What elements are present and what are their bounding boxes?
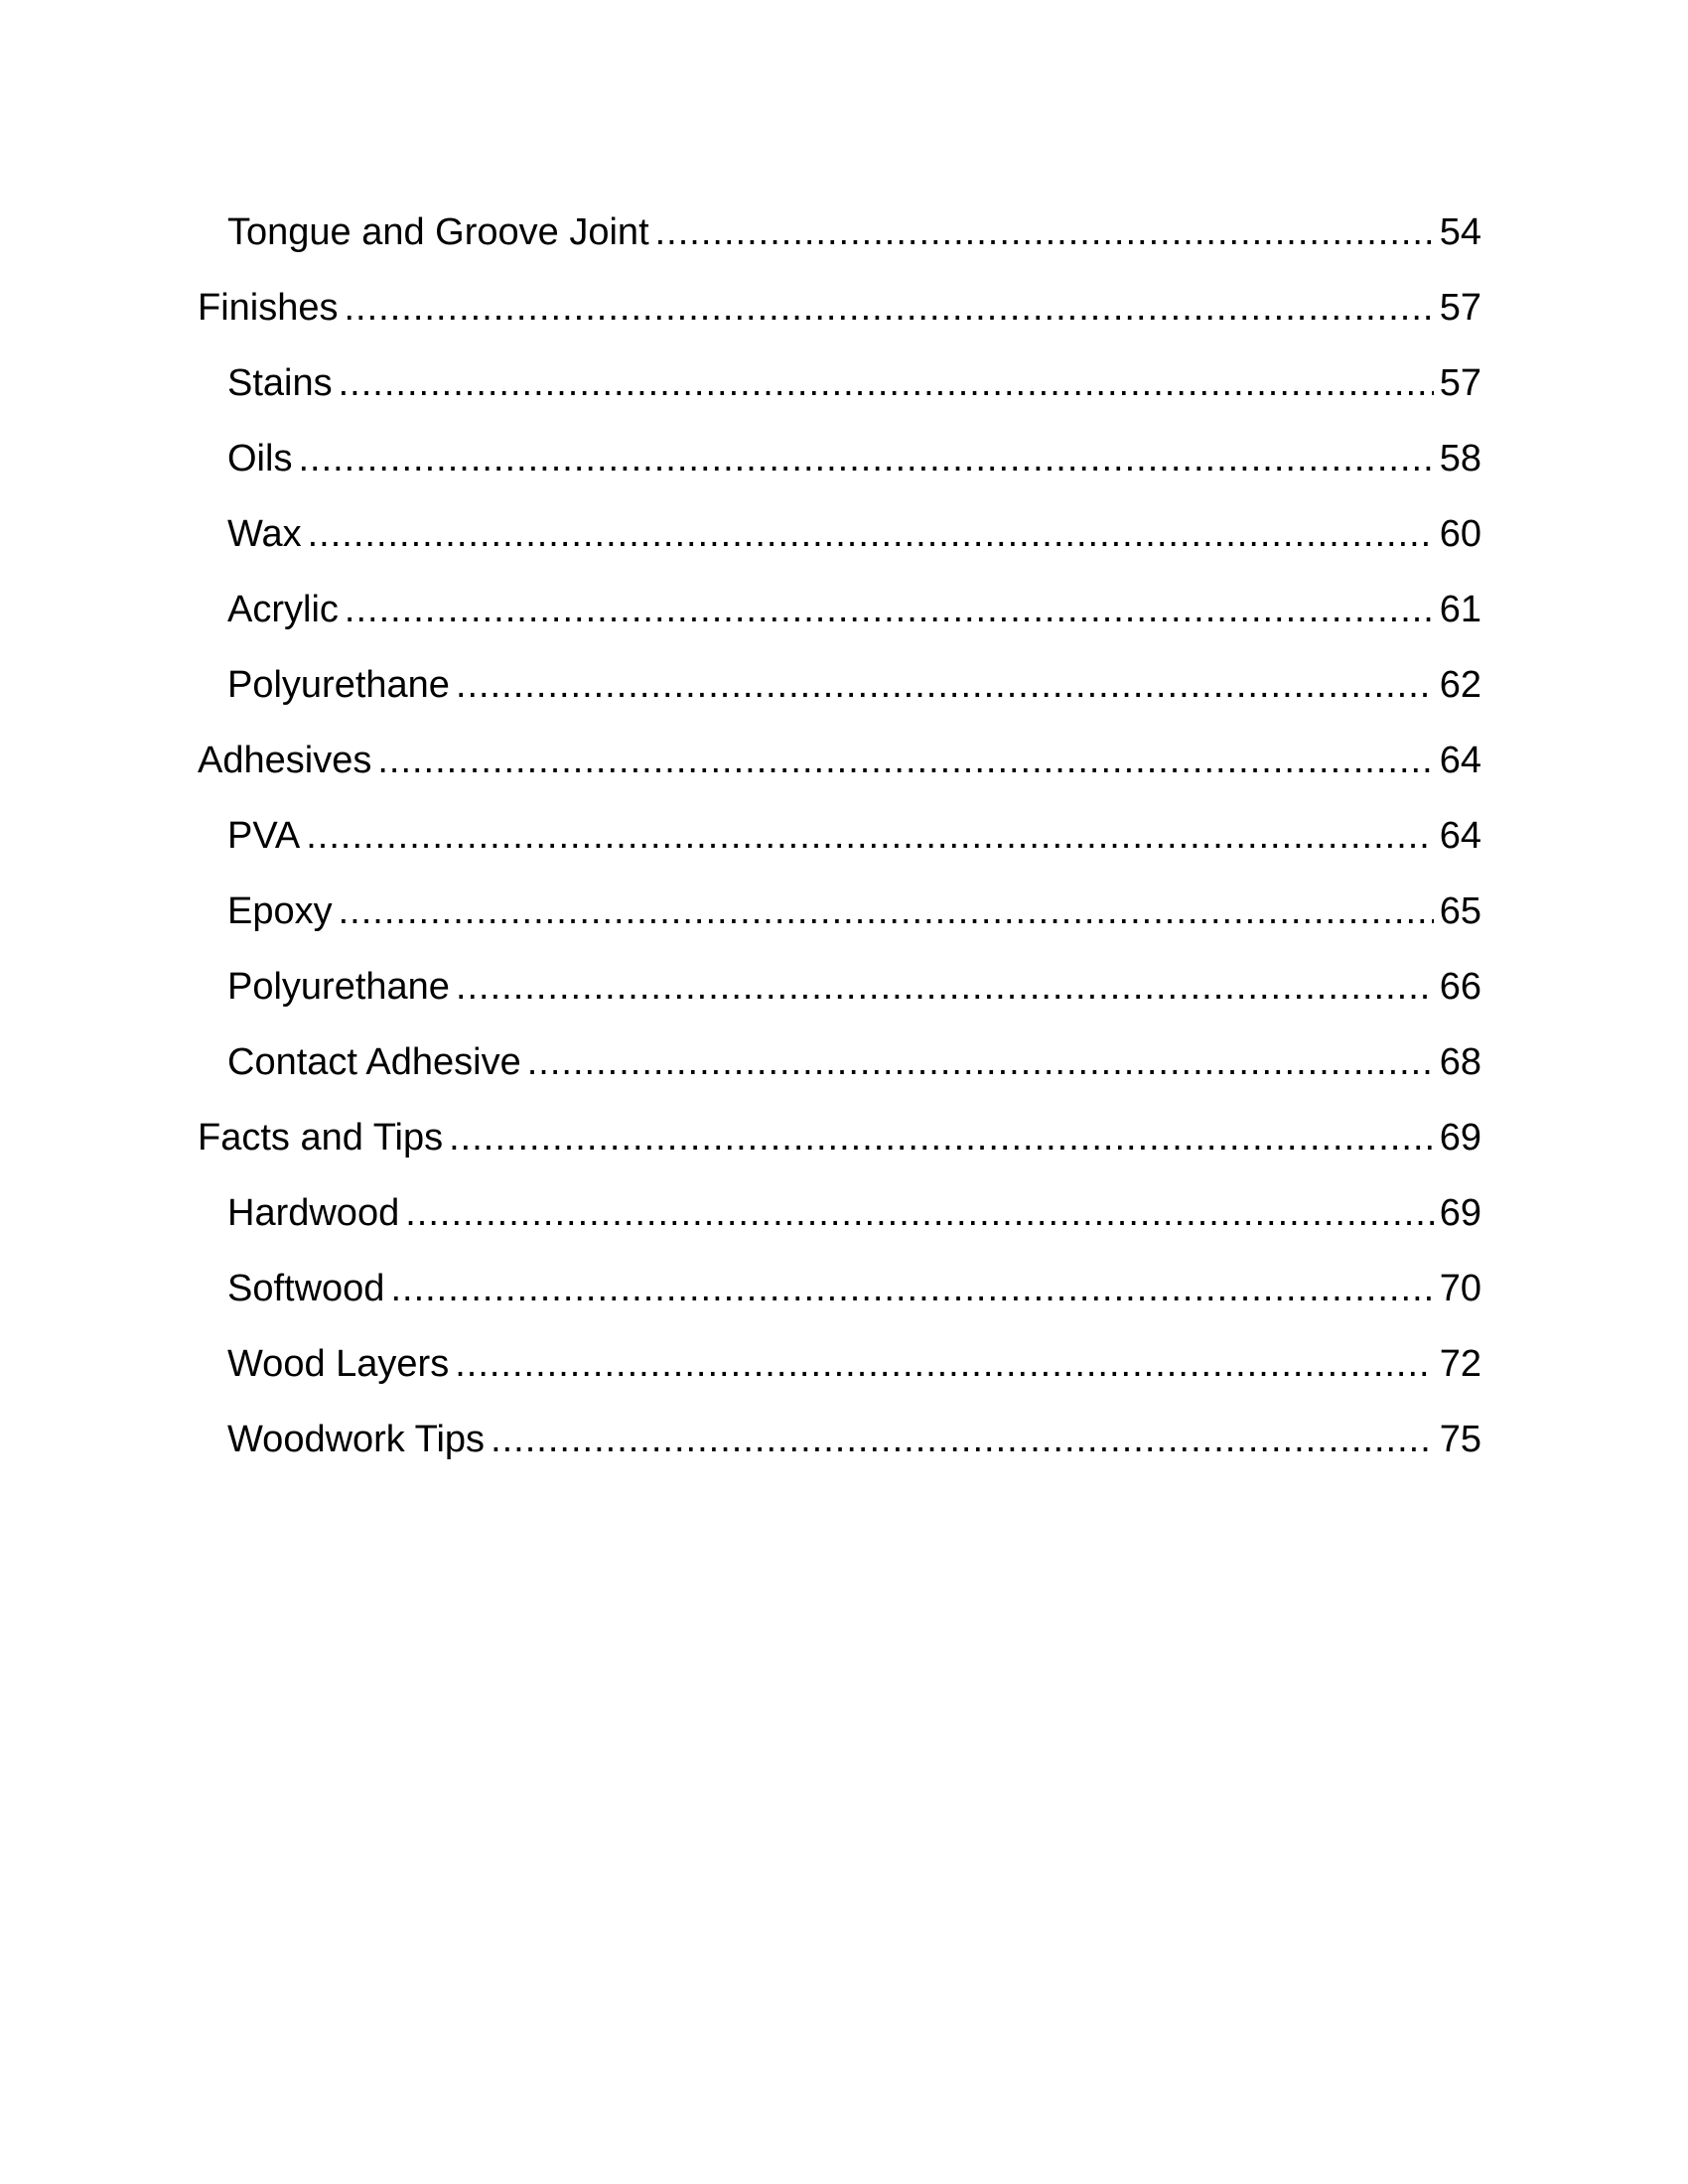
toc-entry-page-number: 64 [1439,740,1481,781]
toc-dot-leader [345,572,1434,647]
toc-entry-wax[interactable] [198,496,1481,572]
toc-dot-leader [306,798,1434,874]
toc-entry-page-number: 62 [1439,664,1481,706]
toc-dot-leader [456,647,1434,723]
toc-dot-leader [308,496,1434,572]
toc-entry-woodwork-tips[interactable] [198,1402,1481,1477]
toc-entry-finishes[interactable] [198,270,1481,345]
toc-entry-hardwood[interactable] [198,1175,1481,1251]
toc-entry-wood-layers[interactable] [198,1326,1481,1402]
toc-dot-leader [390,1251,1433,1326]
toc-entry-title: Woodwork Tips [227,1419,486,1460]
toc-entry-polyurethane-finish[interactable] [198,647,1481,723]
toc-entry-softwood[interactable] [198,1251,1481,1326]
toc-entry-page-number: 57 [1439,362,1481,404]
toc-entry-title: Polyurethane [227,966,450,1008]
toc-entry-page-number: 70 [1439,1268,1481,1309]
toc-entry-title: PVA [227,815,301,857]
toc-dot-leader [345,270,1434,345]
toc-entry-page-number: 69 [1439,1192,1481,1234]
toc-entry-title: Epoxy [227,890,333,932]
toc-entry-title: Stains [227,362,333,404]
toc-entry-contact-adhesive[interactable] [198,1024,1481,1100]
toc-entry-page-number: 72 [1439,1343,1481,1385]
toc-entry-title: Tongue and Groove Joint [227,211,649,253]
toc-entry-adhesives[interactable] [198,723,1481,798]
toc-dot-leader [449,1100,1434,1175]
toc-entry-oils[interactable] [198,421,1481,496]
toc-entry-title: Softwood [227,1268,385,1309]
toc-dot-leader [339,345,1434,421]
toc-dot-leader [298,421,1433,496]
toc-entry-title: Acrylic [227,589,339,630]
toc-dot-leader [405,1175,1434,1251]
toc-entry-page-number: 61 [1439,589,1481,630]
toc-entry-facts-and-tips[interactable] [198,1100,1481,1175]
toc-entry-pva[interactable] [198,798,1481,874]
table-of-contents [198,195,1481,1477]
toc-dot-leader [339,874,1434,949]
toc-dot-leader [655,195,1434,270]
toc-entry-title: Facts and Tips [198,1117,444,1159]
toc-entry-title: Oils [227,438,293,479]
toc-entry-page-number: 65 [1439,890,1481,932]
toc-entry-title: Adhesives [198,740,372,781]
toc-entry-title: Contact Adhesive [227,1041,521,1083]
toc-entry-page-number: 58 [1439,438,1481,479]
toc-entry-title: Wood Layers [227,1343,450,1385]
toc-entry-title: Finishes [198,287,339,329]
toc-entry-page-number: 60 [1439,513,1481,555]
toc-dot-leader [527,1024,1434,1100]
toc-entry-polyurethane-adhesive[interactable] [198,949,1481,1024]
toc-entry-page-number: 54 [1439,211,1481,253]
toc-entry-page-number: 64 [1439,815,1481,857]
toc-entry-stains[interactable] [198,345,1481,421]
toc-entry-epoxy[interactable] [198,874,1481,949]
toc-entry-page-number: 66 [1439,966,1481,1008]
toc-entry-acrylic[interactable] [198,572,1481,647]
toc-entry-page-number: 57 [1439,287,1481,329]
toc-dot-leader [455,1326,1434,1402]
toc-entry-page-number: 75 [1439,1419,1481,1460]
toc-entry-tongue-and-groove-joint[interactable] [198,195,1481,270]
toc-entry-page-number: 68 [1439,1041,1481,1083]
toc-dot-leader [456,949,1434,1024]
toc-entry-page-number: 69 [1439,1117,1481,1159]
toc-entry-title: Wax [227,513,302,555]
toc-dot-leader [377,723,1433,798]
toc-dot-leader [491,1402,1434,1477]
toc-entry-title: Polyurethane [227,664,450,706]
toc-entry-title: Hardwood [227,1192,400,1234]
